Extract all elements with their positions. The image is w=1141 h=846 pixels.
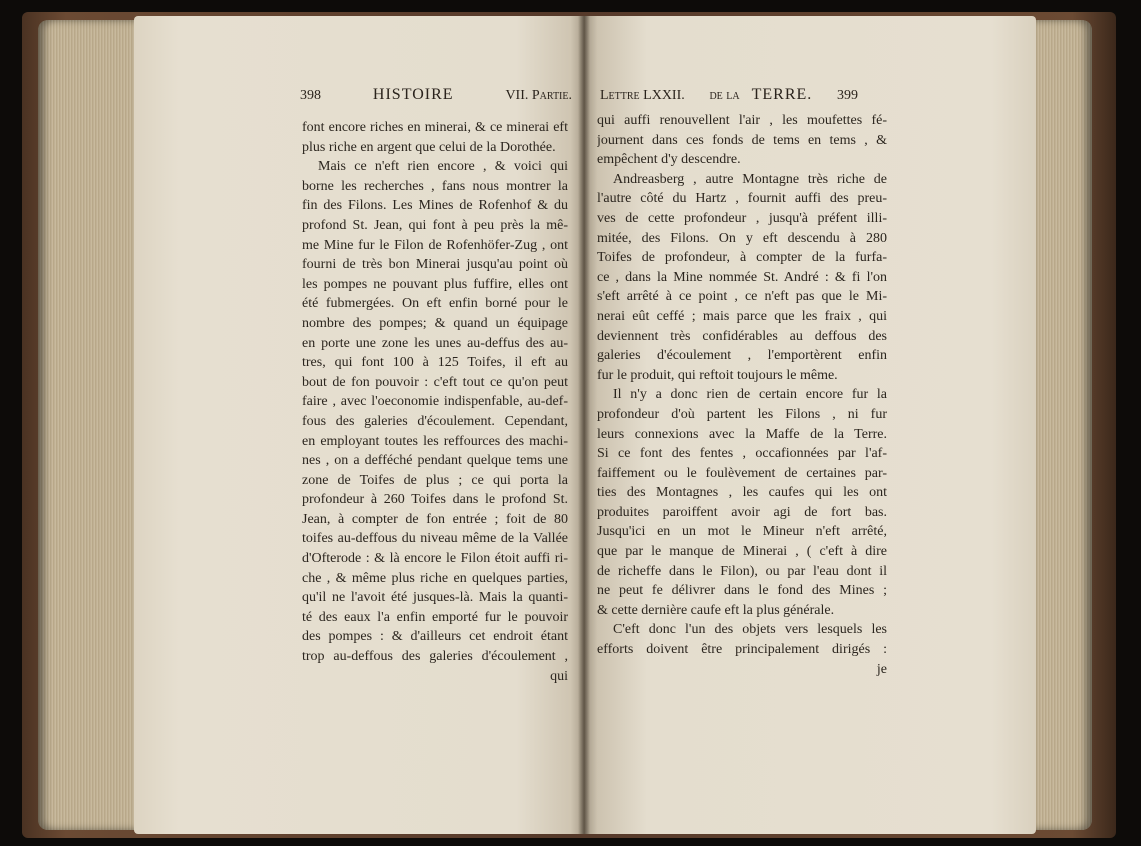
text-line: C'eft donc l'un des objets vers lesquels les <box>613 622 887 638</box>
text-line: trop au-deffous des galeries d'écoulement , <box>302 649 568 665</box>
catchword: qui <box>550 668 568 684</box>
text-line: que par le manque de Minerai , ( c'eft à dire <box>597 544 887 560</box>
text-line: en porte une zone les unes au-deffus des au- <box>302 335 568 351</box>
text-line: che , & même plus riche en quelques parties, <box>302 570 568 586</box>
text-line: Toifes de profondeur, à compter de la furfa- <box>597 250 887 266</box>
left-page-header <box>300 86 572 104</box>
right-de-la: de la <box>709 88 740 103</box>
text-line: deviennent très confidérables au deffous des <box>597 328 887 344</box>
right-page-header <box>600 86 858 104</box>
left-page-number: 398 <box>300 88 321 103</box>
text-line: les pompes ne pouvant plus fuffire, elles ont <box>302 276 568 292</box>
left-page-text <box>302 118 568 686</box>
text-line: font encore riches en minerai, & ce minerai eft <box>302 120 568 135</box>
text-line: Andreasberg , autre Montagne très riche de <box>613 171 887 187</box>
left-page-edges <box>38 20 134 830</box>
text-line: me Mine fur le Filon de Rofenhöfer-Zug , ont <box>302 237 568 253</box>
right-running-title: TERRE. <box>751 86 813 103</box>
left-running-title: HISTOIRE <box>372 86 454 103</box>
text-line: Jean, à compter de fon entrée ; foit de 80 <box>302 511 568 527</box>
text-line: té des eaux l'a enfin emporté fur le pouvoir <box>302 609 568 625</box>
text-line: galeries d'écoulement , l'emportèrent enfin <box>597 348 887 364</box>
text-line: nombre des pompes; & quand un équipage <box>302 315 568 331</box>
text-line: faiffement ou le foulèvement de certaines par- <box>597 465 887 481</box>
text-line: Jusqu'ici en un mot le Mineur n'eft arrêté, <box>597 524 887 540</box>
text-line: ties des Montagnes , les caufes qui les ont <box>597 485 887 501</box>
text-line: qu'il ne l'avoit été jusques-là. Mais la quanti- <box>302 590 568 606</box>
right-page-text <box>597 111 887 679</box>
book-gutter <box>578 16 590 834</box>
text-line: fin des Filons. Les Mines de Rofenhof & du <box>302 198 568 214</box>
text-line: fur le produit, qui reftoit toujours le même. <box>597 367 838 383</box>
text-line: mitée, des Filons. On y eft descendu à 280 <box>597 230 887 246</box>
text-line: toifes au-deffous du niveau même de la Vallée <box>302 531 568 547</box>
right-letter-label: Lettre LXXII. <box>600 88 685 103</box>
text-line: fourni de très bon Minerai jusqu'au point où <box>302 257 568 273</box>
text-line: nes , on a defféché pendant quelque tems une <box>302 453 568 469</box>
text-line: efforts doivent être principalement dirigés : <box>597 642 887 658</box>
text-line: & cette dernière caufe eft la plus générale. <box>597 602 835 618</box>
text-line: plus riche en argent que celui de la Dorothée. <box>302 139 556 155</box>
text-line: en employant toutes les reffources des machi- <box>302 433 568 449</box>
text-line: faire , avec l'oeconomie indispenfable, au-def- <box>302 394 568 410</box>
text-line: zone de Toifes de plus ; ce qui porta la <box>302 472 568 488</box>
text-line: l'autre côté du Hartz , fournit auffi des preu- <box>597 191 887 207</box>
text-line: fous des galeries d'écoulement. Cependant, <box>302 413 568 429</box>
text-line: ce , dans la Mine nommée St. André : & fi l'on <box>597 269 887 285</box>
text-line: d'Ofterode : & là encore le Filon étoit auffi ri- <box>302 551 568 567</box>
text-line: profondeur à 260 Toifes dans le profond St. <box>302 492 568 508</box>
text-line: bout de fon pouvoir : c'eft tout ce qu'on peut <box>302 374 568 390</box>
text-line: leurs connexions avec la Maffe de la Terre. <box>597 426 887 442</box>
text-line: été fubmergées. On eft enfin borné pour le <box>302 296 568 312</box>
text-line: s'eft arrêté à ce point , ce n'eft pas que le Mi- <box>597 289 887 305</box>
text-line: Il n'y a donc rien de certain encore fur la <box>613 387 887 403</box>
text-line: empêchent d'y descendre. <box>597 152 741 168</box>
text-line: Si ce font des fentes , occafionnées par l'af- <box>597 446 887 462</box>
right-page-number: 399 <box>836 88 858 103</box>
text-line: ves de cette profondeur , jusqu'à préfent illi- <box>597 210 887 226</box>
text-line: nerai eût ceffé ; mais parce que les fraix , qui <box>597 308 887 324</box>
text-line: profond St. Jean, qui font à peu près la mê- <box>302 217 568 233</box>
catchword: je <box>876 661 887 677</box>
text-line: tres, qui font 100 à 125 Toifes, il eft au <box>302 355 568 371</box>
text-line: borne les recherches , fans nous montrer la <box>302 178 568 194</box>
text-line: profondeur d'où partent les Filons , ni fur <box>597 406 887 422</box>
text-line: ne peut fe délivrer dans le fond des Mines ; <box>597 583 887 599</box>
text-line: des pompes : & d'ailleurs cet endroit étant <box>302 629 568 645</box>
right-page-edges <box>1036 20 1092 830</box>
text-line: journent dans ces fonds de tems en tems , & <box>597 132 887 148</box>
text-line: produites paroiffent avoir agi de fort bas. <box>597 504 887 520</box>
text-line: Mais ce n'eft rien encore , & voici qui <box>318 159 568 175</box>
left-part-label: VII. Partie. <box>505 88 572 103</box>
text-line: de richeffe dans le Filon), ou par l'eau dont il <box>597 563 887 579</box>
text-line: qui auffi renouvellent l'air , les moufettes fé- <box>597 113 887 128</box>
